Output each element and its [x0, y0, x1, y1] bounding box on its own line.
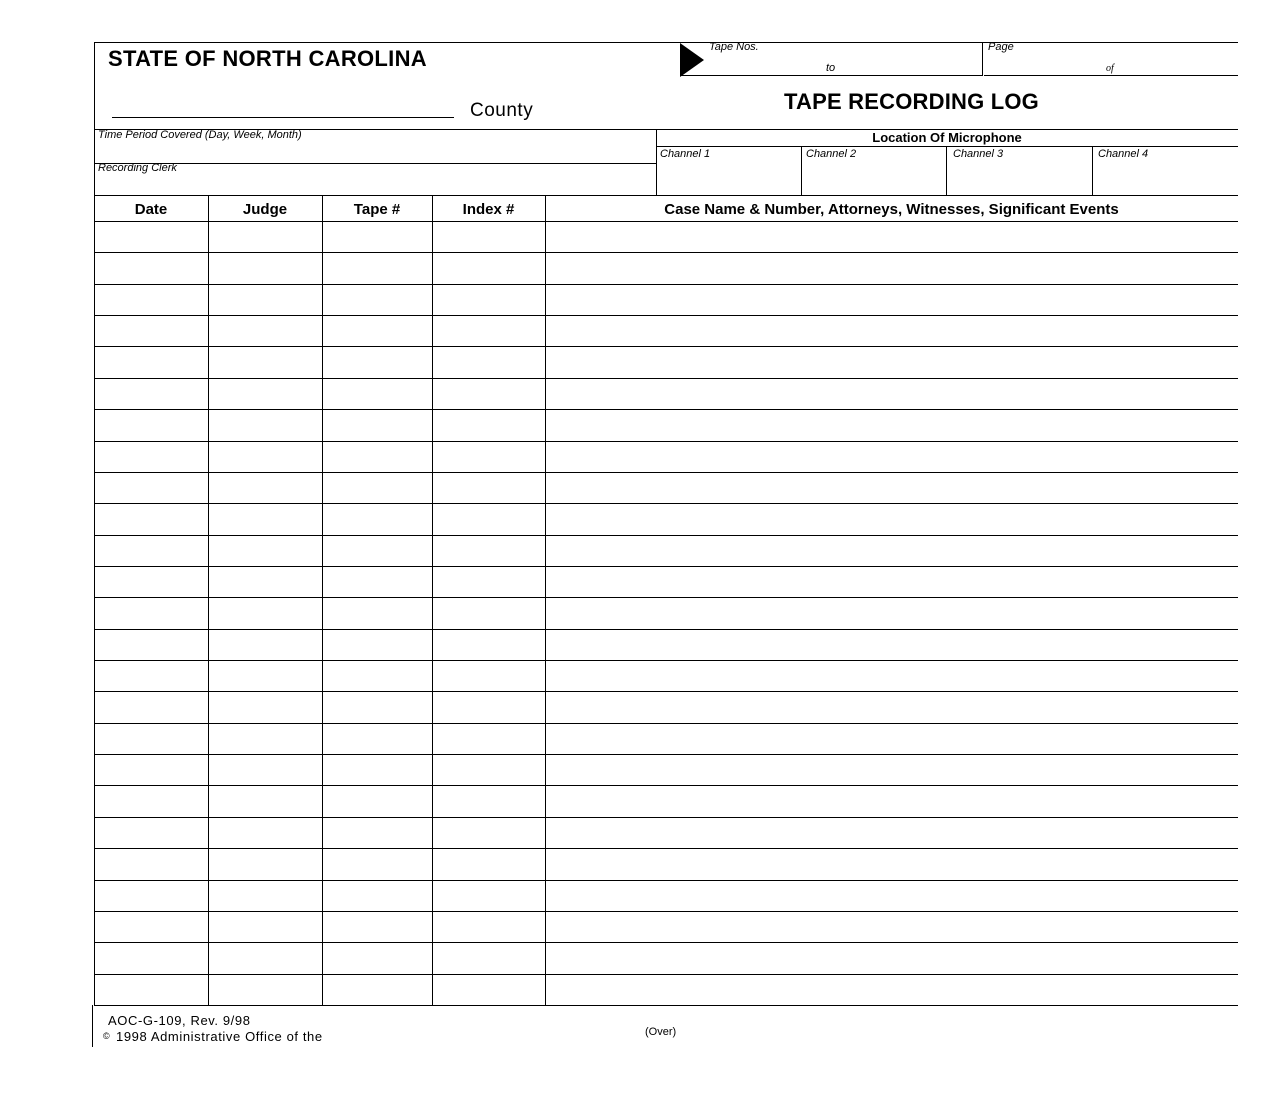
county-label: County	[470, 100, 534, 121]
form-number: AOC-G-109, Rev. 9/98	[108, 1013, 251, 1028]
table-row[interactable]	[94, 597, 1238, 598]
channel-divider-3	[1092, 146, 1093, 195]
page-box-divider	[982, 42, 983, 76]
over-label: (Over)	[645, 1026, 677, 1038]
recording-clerk-label: Recording Clerk	[98, 162, 177, 174]
table-row[interactable]	[94, 848, 1238, 849]
table-row[interactable]	[94, 284, 1238, 285]
table-row[interactable]	[94, 911, 1238, 912]
footer-left-border	[92, 1005, 93, 1047]
table-row[interactable]	[94, 409, 1238, 410]
time-period-line[interactable]	[94, 163, 656, 164]
column-header-judge: Judge	[242, 201, 288, 218]
table-row[interactable]	[94, 880, 1238, 881]
column-header-case: Case Name & Number, Attorneys, Witnesses, Significant Events	[664, 201, 1119, 218]
table-row[interactable]	[94, 723, 1238, 724]
time-period-label: Time Period Covered (Day, Week, Month)	[98, 129, 302, 141]
table-row[interactable]	[94, 252, 1238, 253]
table-row[interactable]	[94, 1005, 1238, 1006]
table-row[interactable]	[94, 691, 1238, 692]
table-row[interactable]	[94, 660, 1238, 661]
table-row[interactable]	[94, 566, 1238, 567]
channel-divider-2	[946, 146, 947, 195]
table-row[interactable]	[94, 785, 1238, 786]
arrow-icon	[680, 43, 704, 77]
table-row[interactable]	[94, 441, 1238, 442]
channel-2-label: Channel 2	[806, 148, 857, 160]
mic-title-line	[656, 146, 1238, 147]
table-row[interactable]	[94, 629, 1238, 630]
table-left-border	[94, 195, 95, 1005]
form-title: TAPE RECORDING LOG	[784, 89, 1039, 114]
channel-1-label: Channel 1	[660, 148, 711, 160]
tape-nos-label: Tape Nos.	[709, 41, 759, 53]
table-row[interactable]	[94, 754, 1238, 755]
table-header-line	[94, 221, 1238, 222]
form-top-border	[94, 42, 1238, 43]
channel-3-label: Channel 3	[953, 148, 1004, 160]
copyright-text: 1998 Administrative Office of the	[116, 1029, 323, 1044]
table-row[interactable]	[94, 974, 1238, 975]
to-label: to	[826, 62, 836, 74]
column-divider-date	[208, 195, 209, 1005]
page-label: Page	[988, 41, 1014, 53]
column-header-tape: Tape #	[353, 201, 401, 218]
table-row[interactable]	[94, 503, 1238, 504]
county-input-line[interactable]	[112, 117, 454, 118]
column-header-index: Index #	[462, 201, 515, 218]
column-divider-tape	[432, 195, 433, 1005]
table-row[interactable]	[94, 346, 1238, 347]
channel-divider-1	[801, 146, 802, 195]
copyright-icon: ©	[103, 1031, 110, 1041]
table-row[interactable]	[94, 817, 1238, 818]
table-row[interactable]	[94, 315, 1238, 316]
page-underline[interactable]	[984, 75, 1238, 76]
table-row[interactable]	[94, 472, 1238, 473]
table-top-line	[94, 195, 1238, 196]
tape-nos-underline[interactable]	[680, 75, 982, 76]
table-row[interactable]	[94, 535, 1238, 536]
table-row[interactable]	[94, 942, 1238, 943]
microphone-location-title: Location Of Microphone	[872, 130, 1022, 145]
state-title: STATE OF NORTH CAROLINA	[108, 46, 427, 71]
table-row[interactable]	[94, 378, 1238, 379]
column-header-date: Date	[134, 201, 168, 218]
column-divider-judge	[322, 195, 323, 1005]
column-divider-index	[545, 195, 546, 1005]
channel-4-label: Channel 4	[1098, 148, 1149, 160]
of-label: of	[1106, 63, 1114, 74]
